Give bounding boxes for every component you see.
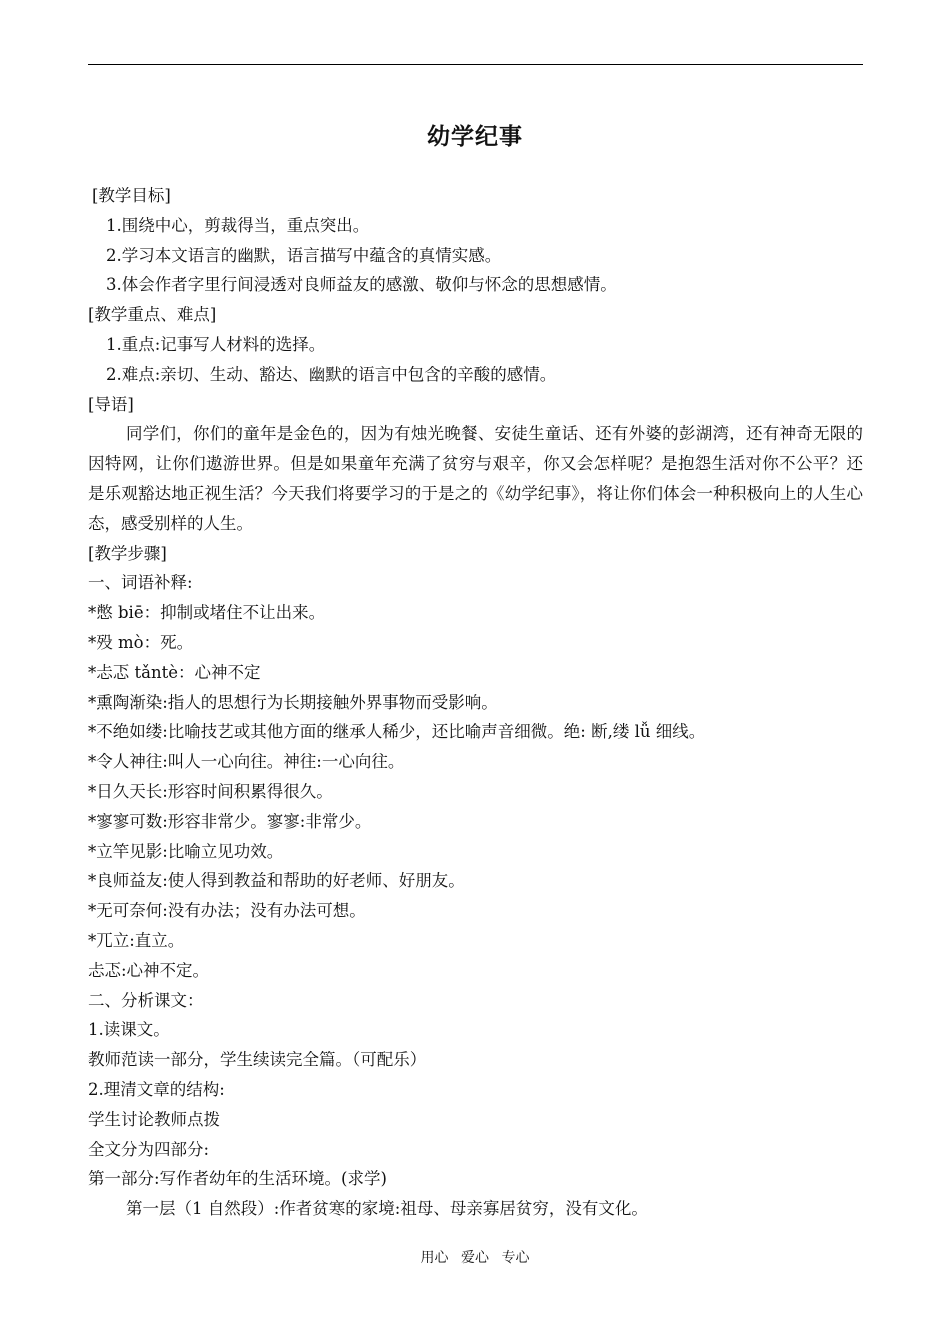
text-line: 全文分为四部分: — [88, 1139, 210, 1159]
text-line: [教学重点、难点] — [88, 305, 217, 325]
text-line: *寥寥可数:形容非常少。寥寥:非常少。 — [88, 811, 372, 831]
text-line: 1.重点:记事写人材料的选择。 — [106, 334, 326, 354]
objectives-block — [88, 181, 863, 419]
text-line: [教学目标] — [92, 186, 171, 205]
text-line: 3.体会作者字里行间浸透对良师益友的感激、敬仰与怀念的思想感情。 — [106, 275, 617, 295]
text-line: 1.读课文。 — [88, 1020, 170, 1040]
text-line: *殁 mò：死。 — [88, 632, 194, 652]
text-line: 第一层（1 自然段）:作者贫寒的家境:祖母、母亲寡居贫穷，没有文化。 — [126, 1199, 648, 1219]
text-line: *憋 biē：抑制或堵住不让出来。 — [88, 603, 326, 623]
text-line: *无可奈何:没有办法；没有办法可想。 — [88, 901, 366, 921]
text-line: *忐忑 tǎntè：心神不定 — [88, 662, 261, 682]
text-line: *令人神往:叫人一心向往。神往:一心向往。 — [88, 752, 405, 772]
text-line: *不绝如缕:比喻技艺或其他方面的继承人稀少，还比喻声音细微。绝: 断,缕 lǚ 细线。 — [88, 722, 706, 742]
text-line: 2.难点:亲切、生动、豁达、幽默的语言中包含的辛酸的感情。 — [106, 364, 557, 384]
text-line: [导语] — [88, 394, 134, 414]
text-line: 一、词语补释: — [88, 573, 193, 593]
text-line: 2.理清文章的结构: — [88, 1079, 225, 1099]
text-line: *熏陶渐染:指人的思想行为长期接触外界事物而受影响。 — [88, 692, 498, 712]
intro-paragraph: 同学们，你们的童年是金色的，因为有烛光晚餐、安徒生童话、还有外婆的彭湖湾，还有神奇无限的因特网，让你们遨游世界。但是如果童年充满了贫穷与艰辛，你又会怎样呢？是抱怨生活对你不公平？还是乐观豁达地正视生活？今天我们将要学习的于是之的《幼学纪事》，将让你们体会一种积极向上的人生心态，感受别样的人生。 — [88, 424, 863, 533]
page-footer: 用心 爱心 专心 — [420, 1250, 530, 1266]
text-line: 2.学习本文语言的幽默，语言描写中蕴含的真情实感。 — [106, 245, 502, 265]
text-line: 1.围绕中心，剪裁得当，重点突出。 — [106, 215, 370, 235]
document-title: 幼学纪事 — [427, 124, 523, 150]
text-line: 忐忑:心神不定。 — [88, 960, 210, 980]
text-line: [教学步骤] — [88, 543, 167, 563]
text-line: *兀立:直立。 — [88, 930, 185, 950]
text-line: 教师范读一部分，学生续读完全篇。（可配乐） — [88, 1050, 427, 1070]
text-line: *良师益友:使人得到教益和帮助的好老师、好朋友。 — [88, 871, 465, 891]
text-line: 第一部分:写作者幼年的生活环境。(求学) — [88, 1169, 387, 1189]
text-line: *日久天长:形容时间积累得很久。 — [88, 781, 333, 801]
text-line: 学生讨论教师点拨 — [88, 1109, 220, 1129]
header-rule — [88, 64, 863, 65]
document-body — [88, 181, 863, 1224]
text-line: 二、分析课文： — [88, 990, 204, 1010]
steps-block — [88, 539, 863, 1224]
text-line: *立竿见影:比喻立见功效。 — [88, 841, 284, 861]
